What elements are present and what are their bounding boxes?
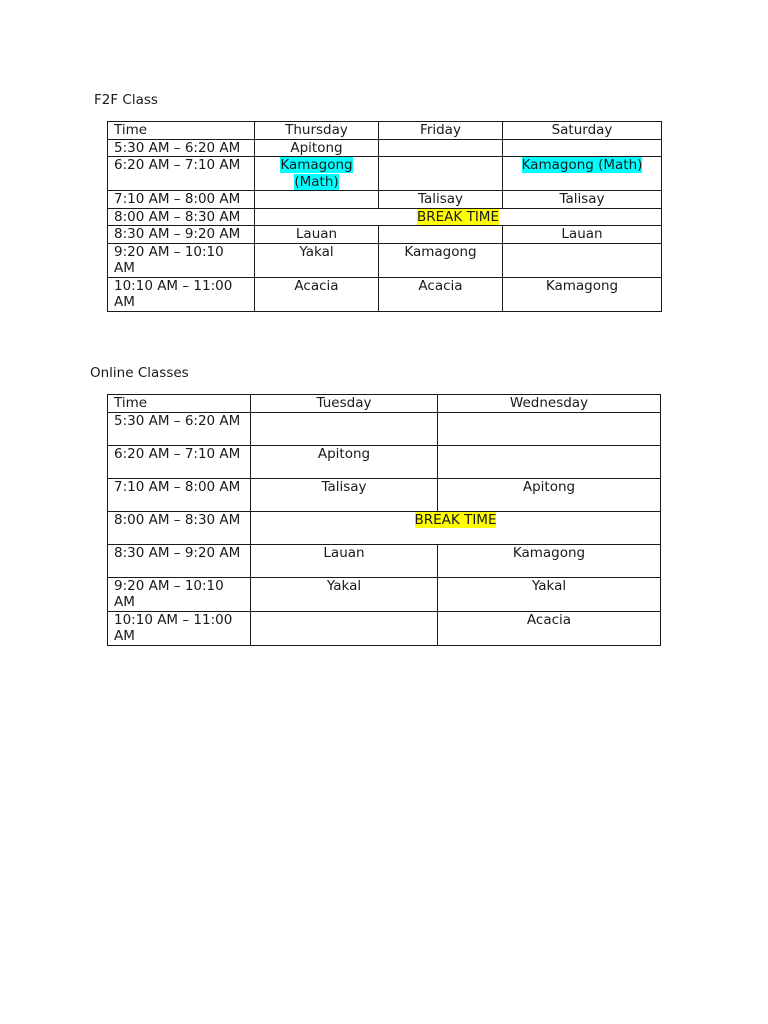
table-row bbox=[108, 191, 662, 209]
thursday-cell bbox=[255, 157, 379, 191]
saturday-cell: Kamagong bbox=[503, 277, 662, 311]
break-highlight: BREAK TIME bbox=[414, 511, 497, 528]
header-thursday: Thursday bbox=[255, 122, 379, 140]
f2f-class-heading: F2F Class bbox=[94, 92, 158, 108]
online-classes-heading: Online Classes bbox=[90, 365, 189, 381]
friday-cell: Kamagong bbox=[379, 243, 503, 277]
f2f-schedule-table bbox=[107, 121, 662, 312]
table-row bbox=[108, 445, 661, 478]
time-cell: 9:20 AM – 10:10 AM bbox=[108, 577, 251, 611]
break-time-cell bbox=[255, 208, 662, 226]
header-tuesday: Tuesday bbox=[251, 395, 438, 413]
time-cell: 7:10 AM – 8:00 AM bbox=[108, 478, 251, 511]
time-cell: 8:30 AM – 9:20 AM bbox=[108, 544, 251, 577]
saturday-cell bbox=[503, 139, 662, 157]
break-highlight: BREAK TIME bbox=[417, 208, 499, 225]
time-cell: 6:20 AM – 7:10 AM bbox=[108, 445, 251, 478]
thursday-cell: Lauan bbox=[255, 226, 379, 244]
wednesday-cell bbox=[438, 412, 661, 445]
table-row bbox=[108, 412, 661, 445]
time-cell: 5:30 AM – 6:20 AM bbox=[108, 139, 255, 157]
friday-cell: Talisay bbox=[379, 191, 503, 209]
saturday-cell bbox=[503, 243, 662, 277]
time-cell: 10:10 AM – 11:00 AM bbox=[108, 611, 251, 645]
math-highlight: Kamagong (Math) bbox=[280, 157, 353, 190]
tuesday-cell: Talisay bbox=[251, 478, 438, 511]
table-header-row bbox=[108, 395, 661, 413]
wednesday-cell: Acacia bbox=[438, 611, 661, 645]
header-wednesday: Wednesday bbox=[438, 395, 661, 413]
friday-cell bbox=[379, 139, 503, 157]
thursday-cell: Yakal bbox=[255, 243, 379, 277]
tuesday-cell bbox=[251, 412, 438, 445]
friday-cell bbox=[379, 157, 503, 191]
time-cell: 10:10 AM – 11:00 AM bbox=[108, 277, 255, 311]
math-highlight: Kamagong (Math) bbox=[521, 157, 643, 173]
table-row bbox=[108, 611, 661, 645]
wednesday-cell: Yakal bbox=[438, 577, 661, 611]
time-cell: 7:10 AM – 8:00 AM bbox=[108, 191, 255, 209]
tuesday-cell: Apitong bbox=[251, 445, 438, 478]
table-header-row bbox=[108, 122, 662, 140]
table-row bbox=[108, 157, 662, 191]
time-cell: 8:00 AM – 8:30 AM bbox=[108, 208, 255, 226]
table-row bbox=[108, 511, 661, 544]
time-cell: 6:20 AM – 7:10 AM bbox=[108, 157, 255, 191]
time-cell: 5:30 AM – 6:20 AM bbox=[108, 412, 251, 445]
thursday-cell: Acacia bbox=[255, 277, 379, 311]
thursday-cell: Apitong bbox=[255, 139, 379, 157]
table-row bbox=[108, 208, 662, 226]
table-row bbox=[108, 544, 661, 577]
table-row bbox=[108, 226, 662, 244]
table-row bbox=[108, 277, 662, 311]
thursday-cell bbox=[255, 191, 379, 209]
header-friday: Friday bbox=[379, 122, 503, 140]
header-time: Time bbox=[108, 395, 251, 413]
wednesday-cell bbox=[438, 445, 661, 478]
table-row bbox=[108, 139, 662, 157]
time-cell: 8:30 AM – 9:20 AM bbox=[108, 226, 255, 244]
saturday-cell bbox=[503, 157, 662, 191]
tuesday-cell bbox=[251, 611, 438, 645]
friday-cell: Acacia bbox=[379, 277, 503, 311]
header-saturday: Saturday bbox=[503, 122, 662, 140]
saturday-cell: Lauan bbox=[503, 226, 662, 244]
friday-cell bbox=[379, 226, 503, 244]
time-cell: 9:20 AM – 10:10 AM bbox=[108, 243, 255, 277]
wednesday-cell: Kamagong bbox=[438, 544, 661, 577]
header-time: Time bbox=[108, 122, 255, 140]
break-time-cell bbox=[251, 511, 661, 544]
table-row bbox=[108, 478, 661, 511]
table-row bbox=[108, 577, 661, 611]
table-row bbox=[108, 243, 662, 277]
tuesday-cell: Lauan bbox=[251, 544, 438, 577]
online-schedule-table bbox=[107, 394, 661, 646]
tuesday-cell: Yakal bbox=[251, 577, 438, 611]
saturday-cell: Talisay bbox=[503, 191, 662, 209]
time-cell: 8:00 AM – 8:30 AM bbox=[108, 511, 251, 544]
wednesday-cell: Apitong bbox=[438, 478, 661, 511]
